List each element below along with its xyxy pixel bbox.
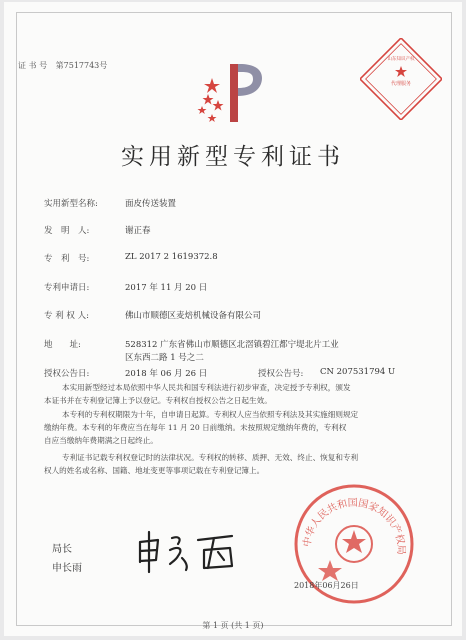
grant-date-value: 2018 年 06 月 26 日 [125, 369, 208, 379]
seal-ring-text: 中华人民共和国国家知识产权局 [301, 497, 407, 555]
patent-holder-label: 专 利 权 人: [44, 311, 89, 321]
body-paragraph-3-line-1: 专利证书记载专利权登记时的法律状况。专利权的转移、质押、无效、终止、恢复和专利 [62, 453, 359, 462]
certificate-title: 实用新型专利证书 [121, 144, 345, 170]
body-paragraph-1-line-1: 本实用新型经过本局依照中华人民共和国专利法进行初步审查，决定授予专利权，颁发 [62, 383, 351, 392]
grant-number-value: CN 207531794 U [320, 367, 396, 377]
handwritten-signature [132, 528, 242, 576]
agency-badge-stamp [360, 38, 442, 120]
inventor-label: 发 明 人: [44, 226, 90, 236]
body-paragraph-2-line-3: 自应当缴纳年费期满之日起终止。 [44, 436, 158, 445]
certificate-number-label: 证 书 号 [18, 61, 48, 70]
filing-date-value: 2017 年 11 月 20 日 [125, 283, 208, 293]
utility-model-name-label: 实用新型名称: [44, 199, 98, 209]
grant-number-label: 授权公告号: [258, 369, 304, 379]
filing-date-label: 专利申请日: [44, 283, 90, 293]
address-line-2: 区东西二路 1 号之二 [125, 353, 204, 363]
patent-office-emblem-icon [194, 60, 274, 126]
body-paragraph-2-line-1: 本专利的专利权期限为十年，自申请日起算。专利权人应当依照专利法及其实施细则规定 [62, 410, 359, 419]
badge-center-text: 代理服务 [390, 81, 412, 87]
certificate-number-value: 第7517743号 [55, 61, 108, 70]
seal-date: 2018年06月26日 [294, 581, 359, 590]
badge-top-text: 山东知识产权 [387, 57, 415, 62]
certificate-number [18, 60, 107, 71]
body-paragraph-2-line-2: 缴纳年费。本专利的年费应当在每年 11 月 20 日前缴纳。未按照规定缴纳年费的，专利权 [44, 423, 347, 432]
inventor-value: 谢正春 [125, 226, 151, 236]
patent-number-value: ZL 2017 2 1619372.8 [125, 252, 218, 262]
grant-date-label: 授权公告日: [44, 369, 90, 379]
body-paragraph-1-line-2: 本证书并在专利登记簿上予以登记。专利权自授权公告之日起生效。 [44, 396, 272, 405]
certificate-sheet [4, 2, 462, 636]
page-footer: 第 1 页 (共 1 页) [202, 621, 264, 630]
address-label: 地 址: [44, 340, 81, 350]
address-line-1: 528312 广东省佛山市顺德区北滘镇碧江都宁堤北片工业 [125, 340, 339, 350]
patent-number-label: 专 利 号: [44, 254, 90, 264]
director-title: 局长 [52, 544, 72, 555]
director-name: 申长雨 [52, 563, 82, 574]
body-paragraph-3-line-2: 权人的姓名或名称、国籍、地址变更等事项记载在专利登记簿上。 [44, 466, 265, 475]
utility-model-name-value: 面皮传送装置 [125, 199, 177, 209]
patent-holder-value: 佛山市顺德区麦焙机械设备有限公司 [125, 311, 262, 321]
